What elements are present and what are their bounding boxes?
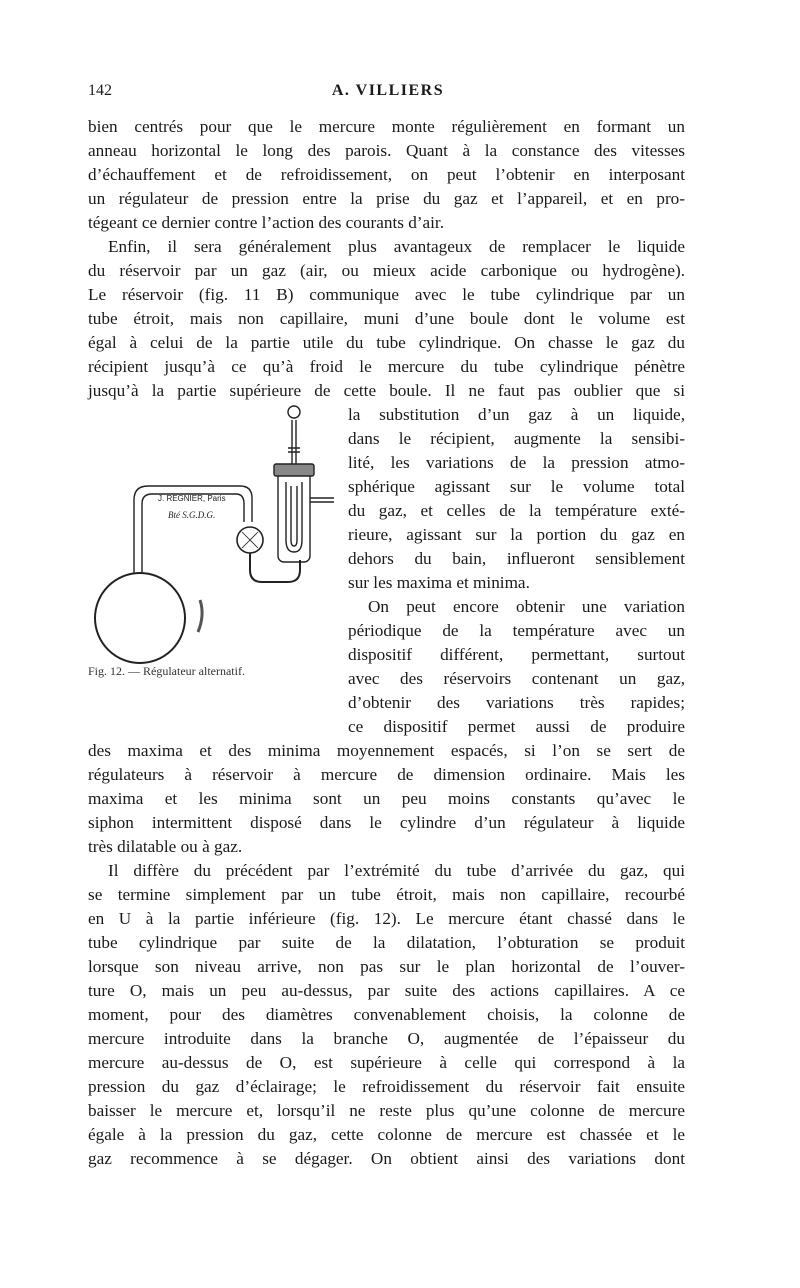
gas-inlet-tube (292, 420, 296, 464)
gas-outlet-tube (310, 498, 334, 502)
body-line: des maxima et des minima moyennement espacés, si l’on se sert de (88, 741, 685, 760)
body-line: tube étroit, mais non capillaire, muni d’une boule dont le volume est (88, 309, 685, 328)
maker-plate-line-1: J. REGNIER, Paris (158, 494, 226, 503)
body-line: maxima et les minima sont un peu moins constants qu’avec le (88, 789, 685, 808)
body-line: dans le récipient, augmente la sensibi- (348, 429, 685, 448)
u-tube (250, 553, 300, 582)
body-line: périodique de la température avec un (348, 621, 685, 640)
body-line: jusqu’à la partie supérieure de cette boule. Il ne faut pas oublier que si (88, 381, 685, 400)
body-line: dehors du bain, influeront sensiblement (348, 549, 685, 568)
body-line: anneau horizontal le long des parois. Quant à la constance des vitesses (88, 141, 685, 160)
body-line: en U à la partie inférieure (fig. 12). Le mercure étant chassé dans le (88, 909, 685, 928)
body-line: sur les maxima et minima. (348, 573, 530, 592)
body-line: d’échauffement et de refroidissement, on peut l’obtenir en interposant (88, 165, 685, 184)
body-line: lité, les variations de la pression atmo- (348, 453, 685, 472)
figure-caption: Fig. 12. — Régulateur alternatif. (88, 664, 245, 678)
body-line: du réservoir par un gaz (air, ou mieux acide carbonique ou hydrogène). (88, 261, 685, 280)
regulator-cylinder (278, 470, 310, 562)
body-line: moment, pour des diamètres convenablement choisis, la colonne de (88, 1005, 685, 1024)
body-line: un régulateur de pression entre la prise du gaz et l’appareil, et en pro- (88, 189, 685, 208)
running-head: A. VILLIERS (331, 82, 445, 99)
body-line: se termine simplement par un tube étroit, mais non capillaire, recourbé (88, 885, 685, 904)
body-line: égale à la pression du gaz, cette colonne de mercure est chassée et le (88, 1125, 685, 1144)
maker-plate-line-2: Bté S.G.D.G. (168, 510, 216, 520)
flask-bulb (95, 573, 185, 663)
body-line: pression du gaz d’éclairage; le refroidissement du réservoir fait ensuite (88, 1077, 685, 1096)
body-line: la substitution d’un gaz à un liquide, (348, 405, 685, 424)
body-line: très dilatable ou à gaz. (88, 837, 243, 856)
body-line: baisser le mercure et, lorsqu’il ne reste plus qu’une colonne de mercure (88, 1101, 685, 1120)
body-line: siphon intermittent disposé dans le cylindre d’un régulateur à liquide (88, 813, 685, 832)
body-line: Il diffère du précédent par l’extrémité du tube d’arrivée du gaz, qui (108, 861, 685, 880)
body-line: Le réservoir (fig. 11 B) communique avec le tube cylindrique par un (88, 285, 685, 304)
figure-regulator-illustration (80, 390, 335, 695)
body-line: tégeant ce dernier contre l’action des courants d’air. (88, 213, 444, 232)
body-line: d’obtenir des variations très rapides; (348, 693, 685, 712)
body-line: ce dispositif permet aussi de produire (348, 717, 685, 736)
body-line: mercure introduite dans la branche O, augmentée de l’épaisseur du (88, 1029, 685, 1048)
body-line: du gaz, et celles de la température exté- (348, 501, 685, 520)
body-line: sphérique agissant sur le volume total (348, 477, 685, 496)
body-line: lorsque son niveau arrive, non pas sur le plan horizontal de l’ouver- (88, 957, 685, 976)
body-line: rieure, agissant sur la portion du gaz en (348, 525, 685, 544)
body-line: récipient jusqu’à ce qu’à froid le mercure du tube cylindrique pénètre (88, 357, 685, 376)
body-line: Enfin, il sera généralement plus avantageux de remplacer le liquide (108, 237, 685, 256)
body-line: régulateurs à réservoir à mercure de dimension ordinaire. Mais les (88, 765, 685, 784)
body-line: tube cylindrique par suite de la dilatation, l’obturation se produit (88, 933, 685, 952)
body-line: mercure au-dessus de O, est supérieure à celle qui correspond à la (88, 1053, 685, 1072)
body-line: gaz recommence à se dégager. On obtient ainsi des variations dont (88, 1149, 685, 1168)
body-line: On peut encore obtenir une variation (368, 597, 685, 616)
body-line: bien centrés pour que le mercure monte régulièrement en formant un (88, 117, 685, 136)
body-line: égal à celui de la partie utile du tube cylindrique. On chasse le gaz du (88, 333, 685, 352)
body-line: avec des réservoirs contenant un gaz, (348, 669, 685, 688)
body-line: dispositif différent, permettant, surtout (348, 645, 685, 664)
page-number: 142 (88, 82, 112, 99)
body-line: ture O, mais un peu au-dessus, par suite des actions capillaires. A ce (88, 981, 685, 1000)
page-header (88, 82, 688, 106)
